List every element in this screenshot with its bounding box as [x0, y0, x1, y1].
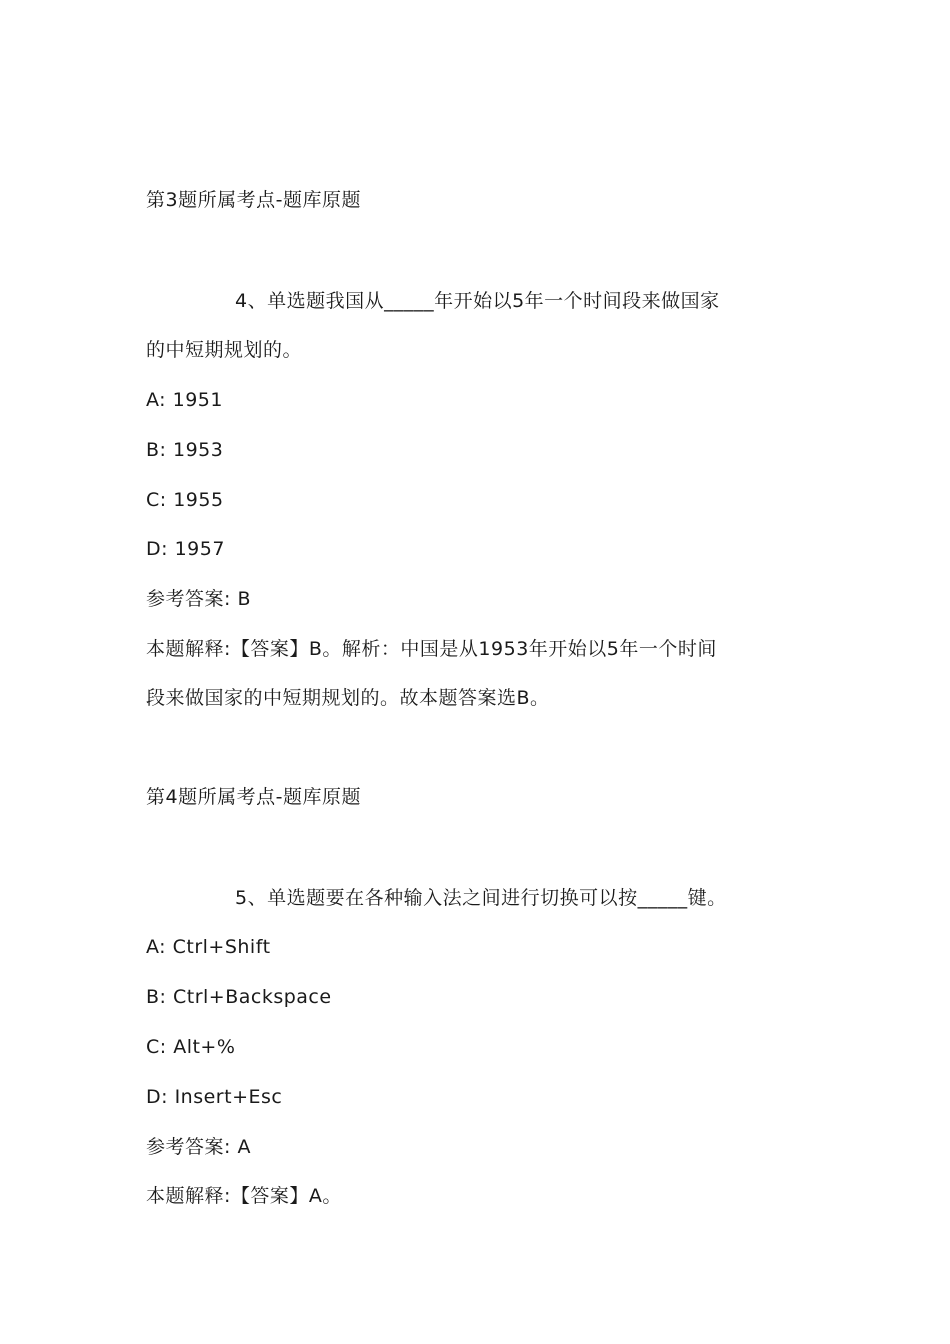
question-4-stem-line2: 的中短期规划的。	[146, 339, 303, 361]
question-4-answer: 参考答案: B	[146, 588, 251, 610]
question-4-option-d: D: 1957	[146, 538, 225, 560]
question-4-explanation-line2: 段来做国家的中短期规划的。故本题答案选B。	[146, 687, 550, 709]
question-4-stem-line1: 4、单选题我国从_____年开始以5年一个时间段来做国家	[235, 290, 720, 312]
question-4-option-a: A: 1951	[146, 389, 223, 411]
question-4-explanation-line1: 本题解释:【答案】B。解析：中国是从1953年开始以5年一个时间	[146, 638, 717, 660]
question-5-option-d: D: Insert+Esc	[146, 1086, 283, 1108]
question-4-option-c: C: 1955	[146, 489, 224, 511]
question-5-answer: 参考答案: A	[146, 1136, 251, 1158]
question-4-source: 第4题所属考点-题库原题	[146, 786, 361, 808]
question-5-stem-line1: 5、单选题要在各种输入法之间进行切换可以按_____键。	[235, 887, 727, 909]
question-5-option-c: C: Alt+%	[146, 1036, 236, 1058]
question-4-option-b: B: 1953	[146, 439, 224, 461]
question-5-explanation-line1: 本题解释:【答案】A。	[146, 1185, 342, 1207]
question-3-source: 第3题所属考点-题库原题	[146, 189, 361, 211]
question-5-option-a: A: Ctrl+Shift	[146, 936, 271, 958]
question-5-option-b: B: Ctrl+Backspace	[146, 986, 332, 1008]
